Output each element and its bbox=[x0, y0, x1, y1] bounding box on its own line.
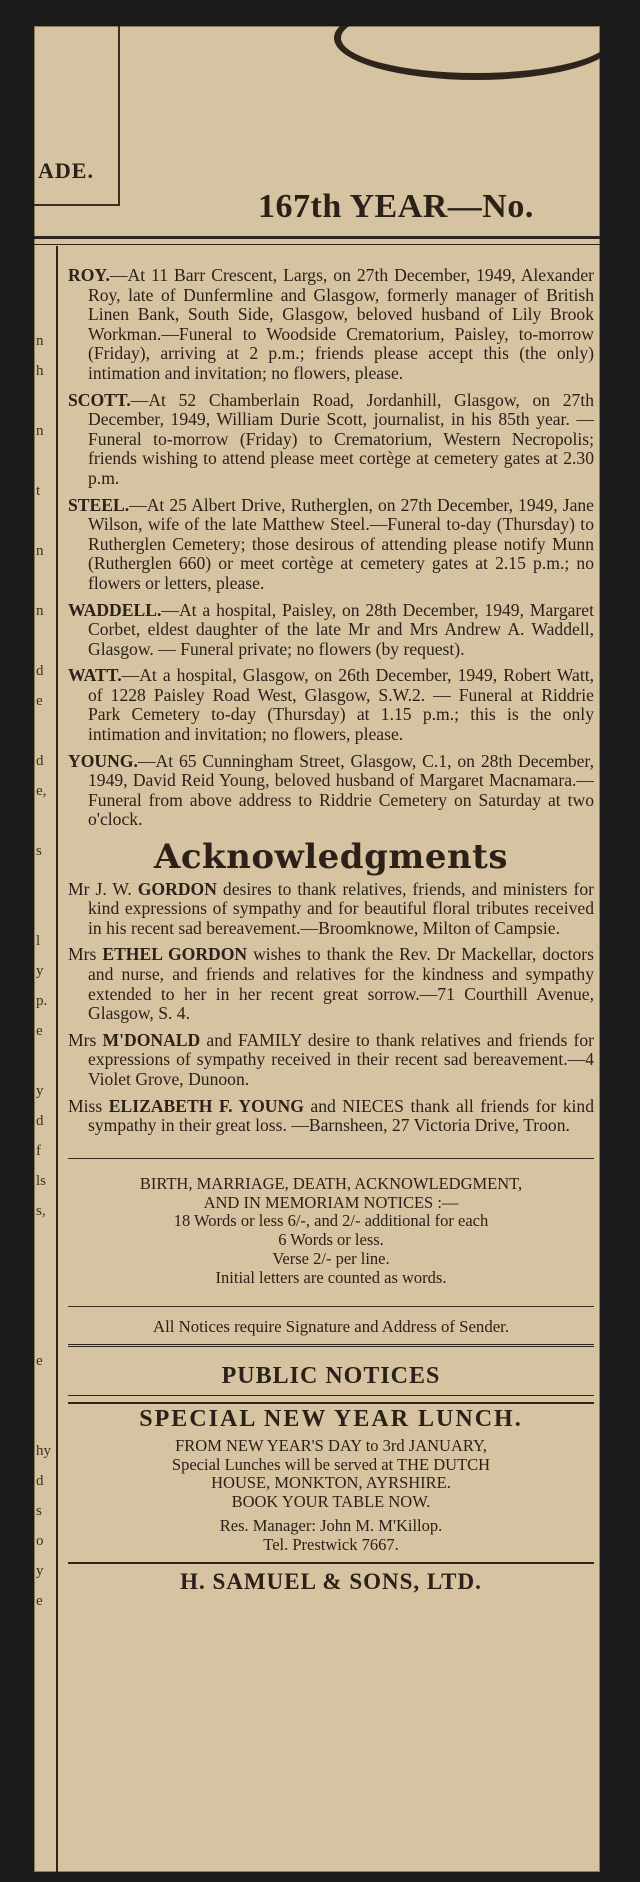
left-fragment: d bbox=[36, 1113, 44, 1129]
death-notice bbox=[68, 266, 594, 384]
left-fragment: d bbox=[36, 1473, 44, 1489]
left-fragment bbox=[36, 1286, 52, 1316]
left-fragment: n bbox=[36, 603, 44, 619]
acknowledgment-lead: Mrs bbox=[68, 1029, 103, 1050]
left-fragment: s bbox=[36, 843, 42, 859]
left-fragment: hy bbox=[36, 1443, 51, 1459]
left-fragment: h bbox=[36, 363, 44, 379]
death-notice bbox=[68, 752, 594, 830]
left-fragment bbox=[36, 716, 52, 746]
left-fragment bbox=[36, 1226, 52, 1256]
acknowledgment-lead: Mr J. W. bbox=[68, 878, 138, 899]
public-notices-heading: PUBLIC NOTICES bbox=[68, 1367, 594, 1396]
death-notice-name: WATT. bbox=[68, 665, 122, 686]
lunch-ad-manager: Res. Manager: John M. M'Killop. bbox=[219, 1516, 443, 1536]
top-rule bbox=[34, 236, 600, 239]
lunch-ad-title: SPECIAL NEW YEAR LUNCH. bbox=[68, 1402, 594, 1430]
left-fragment: e, bbox=[36, 783, 47, 799]
death-notice bbox=[68, 666, 594, 744]
death-notice-text: —At a hospital, Paisley, on 28th December, 1949, Margaret Corbet, eldest daughter of the late Mr and Mrs Andrew A. Waddell, Glasgow. — Funeral private; no flowers (by request). bbox=[88, 599, 594, 659]
column-rule bbox=[56, 246, 58, 1872]
left-fragment bbox=[36, 566, 52, 596]
left-fragment: n bbox=[36, 423, 44, 439]
left-fragment bbox=[36, 896, 52, 926]
death-notice-text: —At 65 Cunningham Street, Glasgow, C.1, on 28th December, 1949, David Reid Young, beloved husband of Margaret Macnamara.—Funeral from above address to Riddrie Cemetery on Saturday at two o'clock. bbox=[88, 750, 594, 830]
left-fragment: e bbox=[36, 1353, 43, 1369]
acknowledgment-text: and NIECES thank all friends for kind sympathy in their great loss. —Barnsheen, 27 Victoria Drive, Troon. bbox=[88, 1095, 595, 1136]
acknowledgment-lead: Mrs bbox=[68, 944, 103, 965]
death-notice-name: ROY. bbox=[68, 265, 110, 285]
next-advert-heading: H. SAMUEL & SONS, LTD. bbox=[68, 1562, 594, 1592]
newspaper-clipping bbox=[34, 26, 600, 1872]
lunch-ad-body bbox=[68, 1437, 594, 1554]
left-fragment: t bbox=[36, 483, 41, 499]
rates-line: Verse 2/- per line. bbox=[272, 1248, 390, 1268]
left-fragment: s bbox=[36, 1503, 42, 1519]
notices-column bbox=[68, 265, 595, 1595]
masthead-emblem bbox=[334, 26, 600, 80]
left-fragment bbox=[36, 386, 52, 416]
acknowledgment-name: ETHEL GORDON bbox=[102, 944, 248, 965]
left-fragment: d bbox=[36, 753, 44, 769]
left-fragment: f bbox=[36, 1143, 41, 1159]
left-fragment: o bbox=[36, 1533, 44, 1549]
rates-line: 6 Words or less. bbox=[278, 1230, 384, 1250]
left-fragment: e bbox=[36, 1593, 43, 1609]
death-notices bbox=[68, 266, 594, 830]
acknowledgment-name: ELIZABETH F. YOUNG bbox=[108, 1095, 304, 1116]
left-fragment bbox=[36, 1376, 52, 1406]
left-fragment bbox=[36, 866, 52, 896]
left-fragment: p. bbox=[36, 993, 48, 1009]
year-line: 167th YEAR—No. bbox=[258, 188, 534, 225]
rates-line: BIRTH, MARRIAGE, DEATH, ACKNOWLEDGMENT, bbox=[139, 1173, 523, 1193]
acknowledgment-notices bbox=[68, 880, 594, 1136]
masthead-fragment: ADE. bbox=[38, 158, 94, 183]
acknowledgment-text: desires to thank relatives, friends, and ministers for kind expressions of sympathy and for beautiful floral tributes received in his recent sad bereavement.—Broomknowe, Milton of Campsie. bbox=[88, 878, 594, 938]
death-notice bbox=[68, 391, 594, 489]
acknowledgment-text: and FAMILY desire to thank relatives and friends for expressions of sympathy received in their recent sad bereavement.—4 Violet Grove, Dunoon. bbox=[88, 1029, 594, 1089]
lunch-ad-line: Special Lunches will be served at THE DUTCH bbox=[171, 1454, 491, 1474]
masthead-box bbox=[34, 26, 120, 206]
acknowledgment-name: GORDON bbox=[137, 878, 217, 899]
death-notice-name: YOUNG. bbox=[68, 750, 138, 771]
lunch-ad-line: FROM NEW YEAR'S DAY to 3rd JANUARY, bbox=[175, 1436, 487, 1456]
death-notice-text: —At 11 Barr Crescent, Largs, on 27th December, 1949, Alexander Roy, late of Dunfermline and Glasgow, formerly manager of British Linen Bank, South Side, Glasgow, beloved husband of Lily Brook Workman.—Funeral to Woodside Crematorium, Paisley, to-morrow (Friday), arriving at 2 p.m.; friends please accept this (the only) intimation and invitation; no flowers, please. bbox=[88, 265, 594, 383]
left-fragment: e bbox=[36, 693, 43, 709]
death-notice-name: WADDELL. bbox=[68, 599, 162, 620]
acknowledgment-lead: Miss bbox=[68, 1095, 109, 1116]
acknowledgment-notice bbox=[68, 1031, 594, 1090]
left-fragment bbox=[36, 446, 52, 476]
death-notice-text: —At a hospital, Glasgow, on 26th December, 1949, Robert Watt, of 1228 Paisley Road West, Glasgow, S.W.2. — Funeral at Riddrie Park Cemetery to-day (Thursday) at 1.15 p.m.; this is the only intimation and invitation; no flowers, please. bbox=[88, 665, 594, 745]
acknowledgment-name: M'DONALD bbox=[102, 1029, 201, 1050]
left-fragment bbox=[36, 626, 52, 656]
death-notice-text: —At 52 Chamberlain Road, Jordanhill, Glasgow, on 27th December, 1949, William Durie Scott, journalist, in his 85th year. — Funeral to-morrow (Friday) to Crematorium, Western Necropolis; friends wishing to attend please meet cortège at cemetery gates at 2.30 p.m. bbox=[88, 389, 594, 488]
left-fragment: n bbox=[36, 333, 44, 349]
left-fragment: y bbox=[36, 1563, 44, 1579]
left-fragment: n bbox=[36, 543, 44, 559]
left-fragment: d bbox=[36, 663, 44, 679]
acknowledgment-notice bbox=[68, 880, 594, 939]
left-fragment: s, bbox=[36, 1203, 46, 1219]
lunch-ad-line: HOUSE, MONKTON, AYRSHIRE. bbox=[211, 1473, 451, 1493]
death-notice bbox=[68, 496, 594, 594]
left-fragment bbox=[36, 506, 52, 536]
death-notice-name: SCOTT. bbox=[68, 389, 131, 410]
rates-line: 18 Words or less 6/-, and 2/- additional for each bbox=[173, 1211, 489, 1231]
left-fragment bbox=[36, 1406, 52, 1436]
lunch-ad-telephone: Tel. Prestwick 7667. bbox=[263, 1534, 399, 1554]
left-fragment: y bbox=[36, 963, 44, 979]
left-fragment: ls bbox=[36, 1173, 47, 1189]
left-fragment bbox=[36, 1046, 52, 1076]
left-column-fragments bbox=[36, 326, 52, 1616]
left-fragment: y bbox=[36, 1083, 44, 1099]
rates-line: Initial letters are counted as words. bbox=[215, 1267, 447, 1287]
lunch-ad-line: BOOK YOUR TABLE NOW. bbox=[231, 1491, 431, 1511]
rates-line: AND IN MEMORIAM NOTICES :— bbox=[203, 1192, 459, 1212]
all-notices-requirement: All Notices require Signature and Address of Sender. bbox=[68, 1306, 594, 1348]
left-fragment bbox=[36, 1316, 52, 1346]
left-fragment bbox=[36, 806, 52, 836]
left-fragment: l bbox=[36, 933, 41, 949]
left-fragment bbox=[36, 1256, 52, 1286]
left-fragment: e bbox=[36, 1023, 43, 1039]
acknowledgment-notice bbox=[68, 1097, 594, 1136]
death-notice-text: —At 25 Albert Drive, Rutherglen, on 27th December, 1949, Jane Wilson, wife of the late Matthew Steel.—Funeral to-day (Thursday) to Rutherglen Cemetery; those desirous of attending please notify Munn (Rutherglen 660) or meet cortège at cemetery gates at 2.15 p.m.; no flowers or letters, please. bbox=[88, 494, 594, 593]
acknowledgments-heading: Acknowledgments bbox=[153, 837, 509, 878]
acknowledgment-notice bbox=[68, 945, 594, 1023]
top-rule-thin bbox=[34, 244, 600, 245]
death-notice-name: STEEL. bbox=[68, 494, 130, 515]
rates-box bbox=[68, 1158, 594, 1288]
acknowledgment-text: wishes to thank the Rev. Dr Mackellar, doctors and nurse, and friends and relatives for the kindness and sympathy extended to her in her recent great sorrow.—71 Courthill Avenue, Glasgow, S. 4. bbox=[88, 944, 594, 1024]
death-notice bbox=[68, 601, 594, 660]
